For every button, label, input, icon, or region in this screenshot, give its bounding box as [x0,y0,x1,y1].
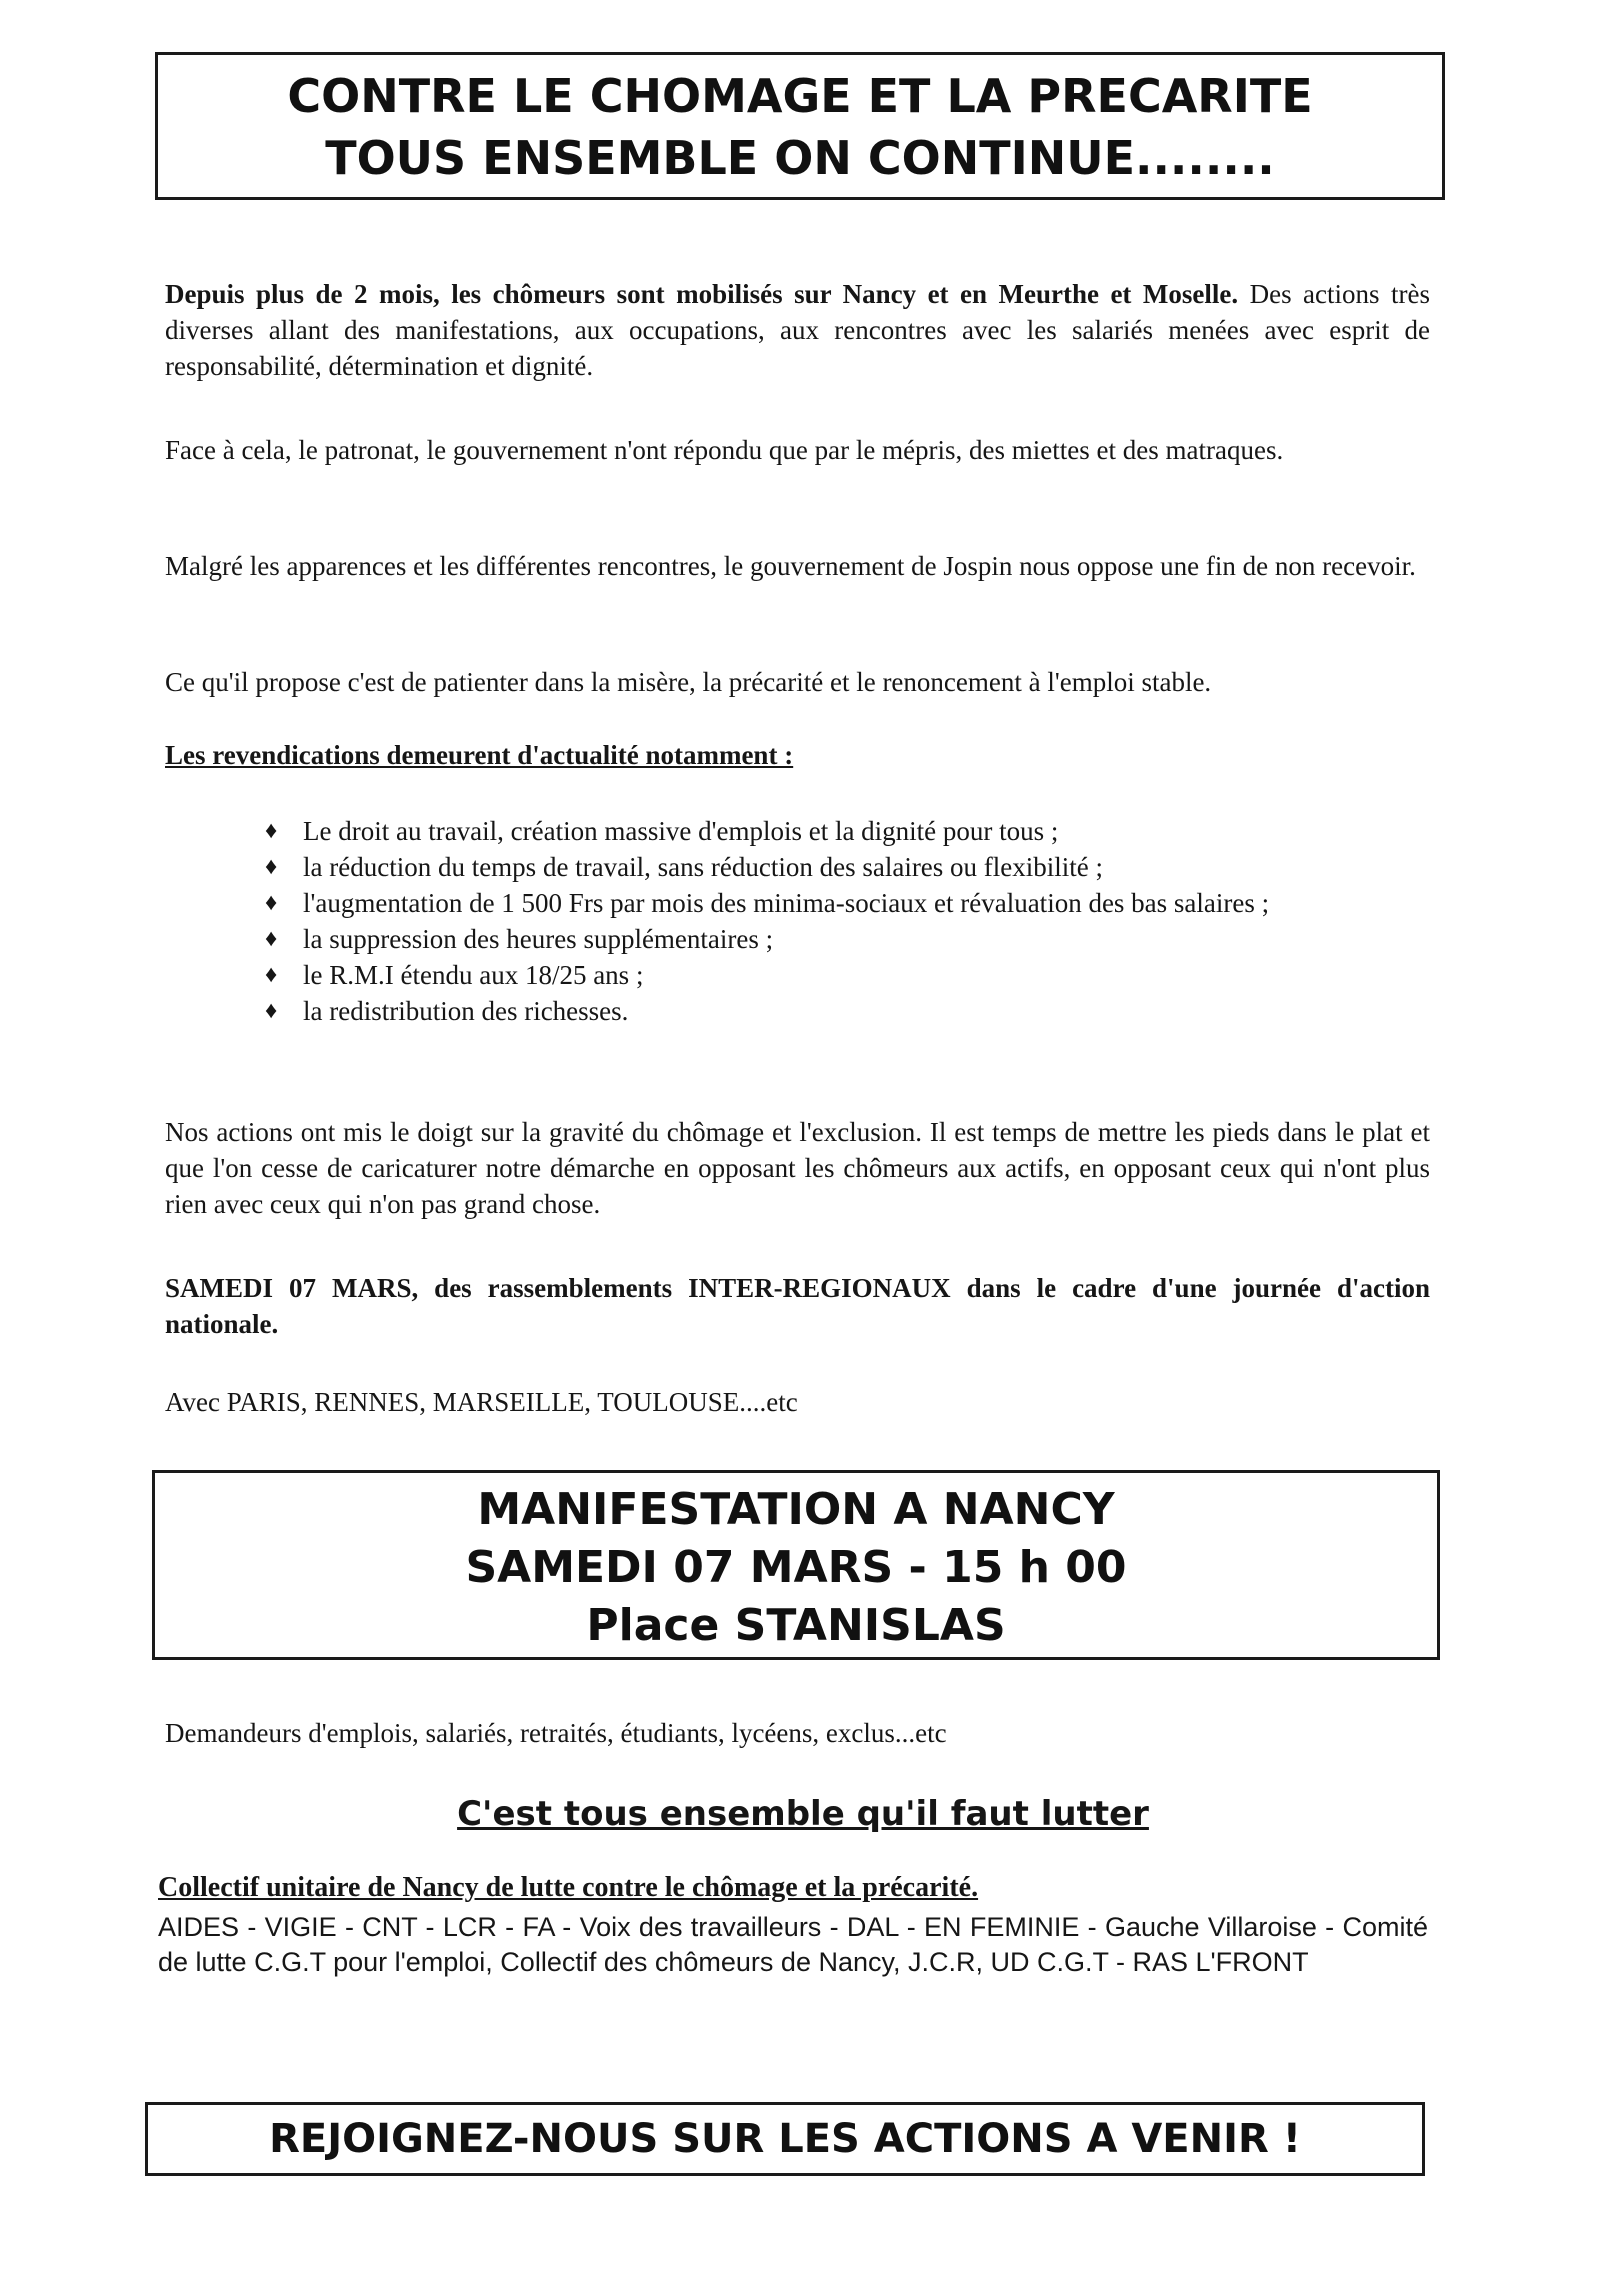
members-paragraph: AIDES - VIGIE - CNT - LCR - FA - Voix des travailleurs - DAL - EN FEMINIE - Gauche Villaroise - Comité de lutte C.G.T pour l'emploi, Collectif des chômeurs de Nancy, J.C.R, UD C.G.T - RAS L'FRONT [158,1912,1428,1977]
diamond-bullet-icon: ♦ [265,962,278,988]
nos-actions-paragraph: Nos actions ont mis le doigt sur la gravité du chômage et l'exclusion. Il est temps de mettre les pieds dans le plat et que l'on cesse de caricaturer notre démarche en opposant les chômeurs aux actifs, en opposant ceux qui n'ont plus rien avec ceux qui n'on pas grand chose. [165,1117,1430,1219]
list-item: ♦ Le droit au travail, création massive d'emplois et la dignité pour tous ; [265,813,1435,849]
avec-paragraph: Avec PARIS, RENNES, MARSEILLE, TOULOUSE....etc [165,1387,798,1417]
diamond-bullet-icon: ♦ [265,926,278,952]
list-item: ♦ la redistribution des richesses. [265,993,1435,1029]
manifestation-line-3: Place STANISLAS [586,1600,1006,1651]
collectif-title: Collectif unitaire de Nancy de lutte contre le chômage et la précarité. [158,1872,979,1903]
diamond-bullet-icon: ♦ [265,890,278,916]
rejoignez-box [145,2102,1425,2176]
face-paragraph: Face à cela, le patronat, le gouvernement n'ont répondu que par le mépris, des miettes et des matraques. [165,435,1284,465]
intro-paragraph [165,276,1430,384]
list-item: ♦ la suppression des heures supplémentaires ; [265,921,1435,957]
intro-lead: Depuis plus de 2 mois, les chômeurs sont mobilisés sur Nancy et en Meurthe et Moselle. [165,279,1239,309]
intro-rest: Des actions très diverses allant des manifestations, aux occupations, aux rencontres avec les salariés menées avec esprit de responsabilité, détermination et dignité. [165,279,1430,381]
headline-box [155,52,1445,200]
diamond-bullet-icon: ♦ [265,854,278,880]
list-item: ♦ la réduction du temps de travail, sans réduction des salaires ou flexibilité ; [265,849,1435,885]
manifestation-box [152,1470,1440,1660]
samedi-paragraph: SAMEDI 07 MARS, des rassemblements INTER-REGIONAUX dans le cadre d'une journée d'action nationale. [165,1273,1430,1339]
manifestation-line-1: MANIFESTATION A NANCY [477,1484,1115,1535]
list-item: ♦ le R.M.I étendu aux 18/25 ans ; [265,957,1435,993]
diamond-bullet-icon: ♦ [265,818,278,844]
slogan: C'est tous ensemble qu'il faut lutter [457,1794,1149,1834]
manifestation-line-2: SAMEDI 07 MARS - 15 h 00 [465,1542,1127,1593]
revendications-heading: Les revendications demeurent d'actualité notamment : [165,740,794,770]
rejoignez-text: REJOIGNEZ-NOUS SUR LES ACTIONS A VENIR ! [269,2116,1301,2162]
headline-line-2: TOUS ENSEMBLE ON CONTINUE........ [325,131,1275,185]
demandeurs-line: Demandeurs d'emplois, salariés, retraités, étudiants, lycéens, exclus...etc [165,1718,947,1748]
list-item: ♦ l'augmentation de 1 500 Frs par mois des minima-sociaux et révaluation des bas salaires ; [265,885,1435,921]
malgre-paragraph: Malgré les apparences et les différentes rencontres, le gouvernement de Jospin nous oppose une fin de non recevoir. [165,551,1416,581]
propose-paragraph: Ce qu'il propose c'est de patienter dans la misère, la précarité et le renoncement à l'emploi stable. [165,667,1212,697]
diamond-bullet-icon: ♦ [265,998,278,1024]
demands-list [265,813,1435,1029]
headline-line-1: CONTRE LE CHOMAGE ET LA PRECARITE [287,69,1313,123]
